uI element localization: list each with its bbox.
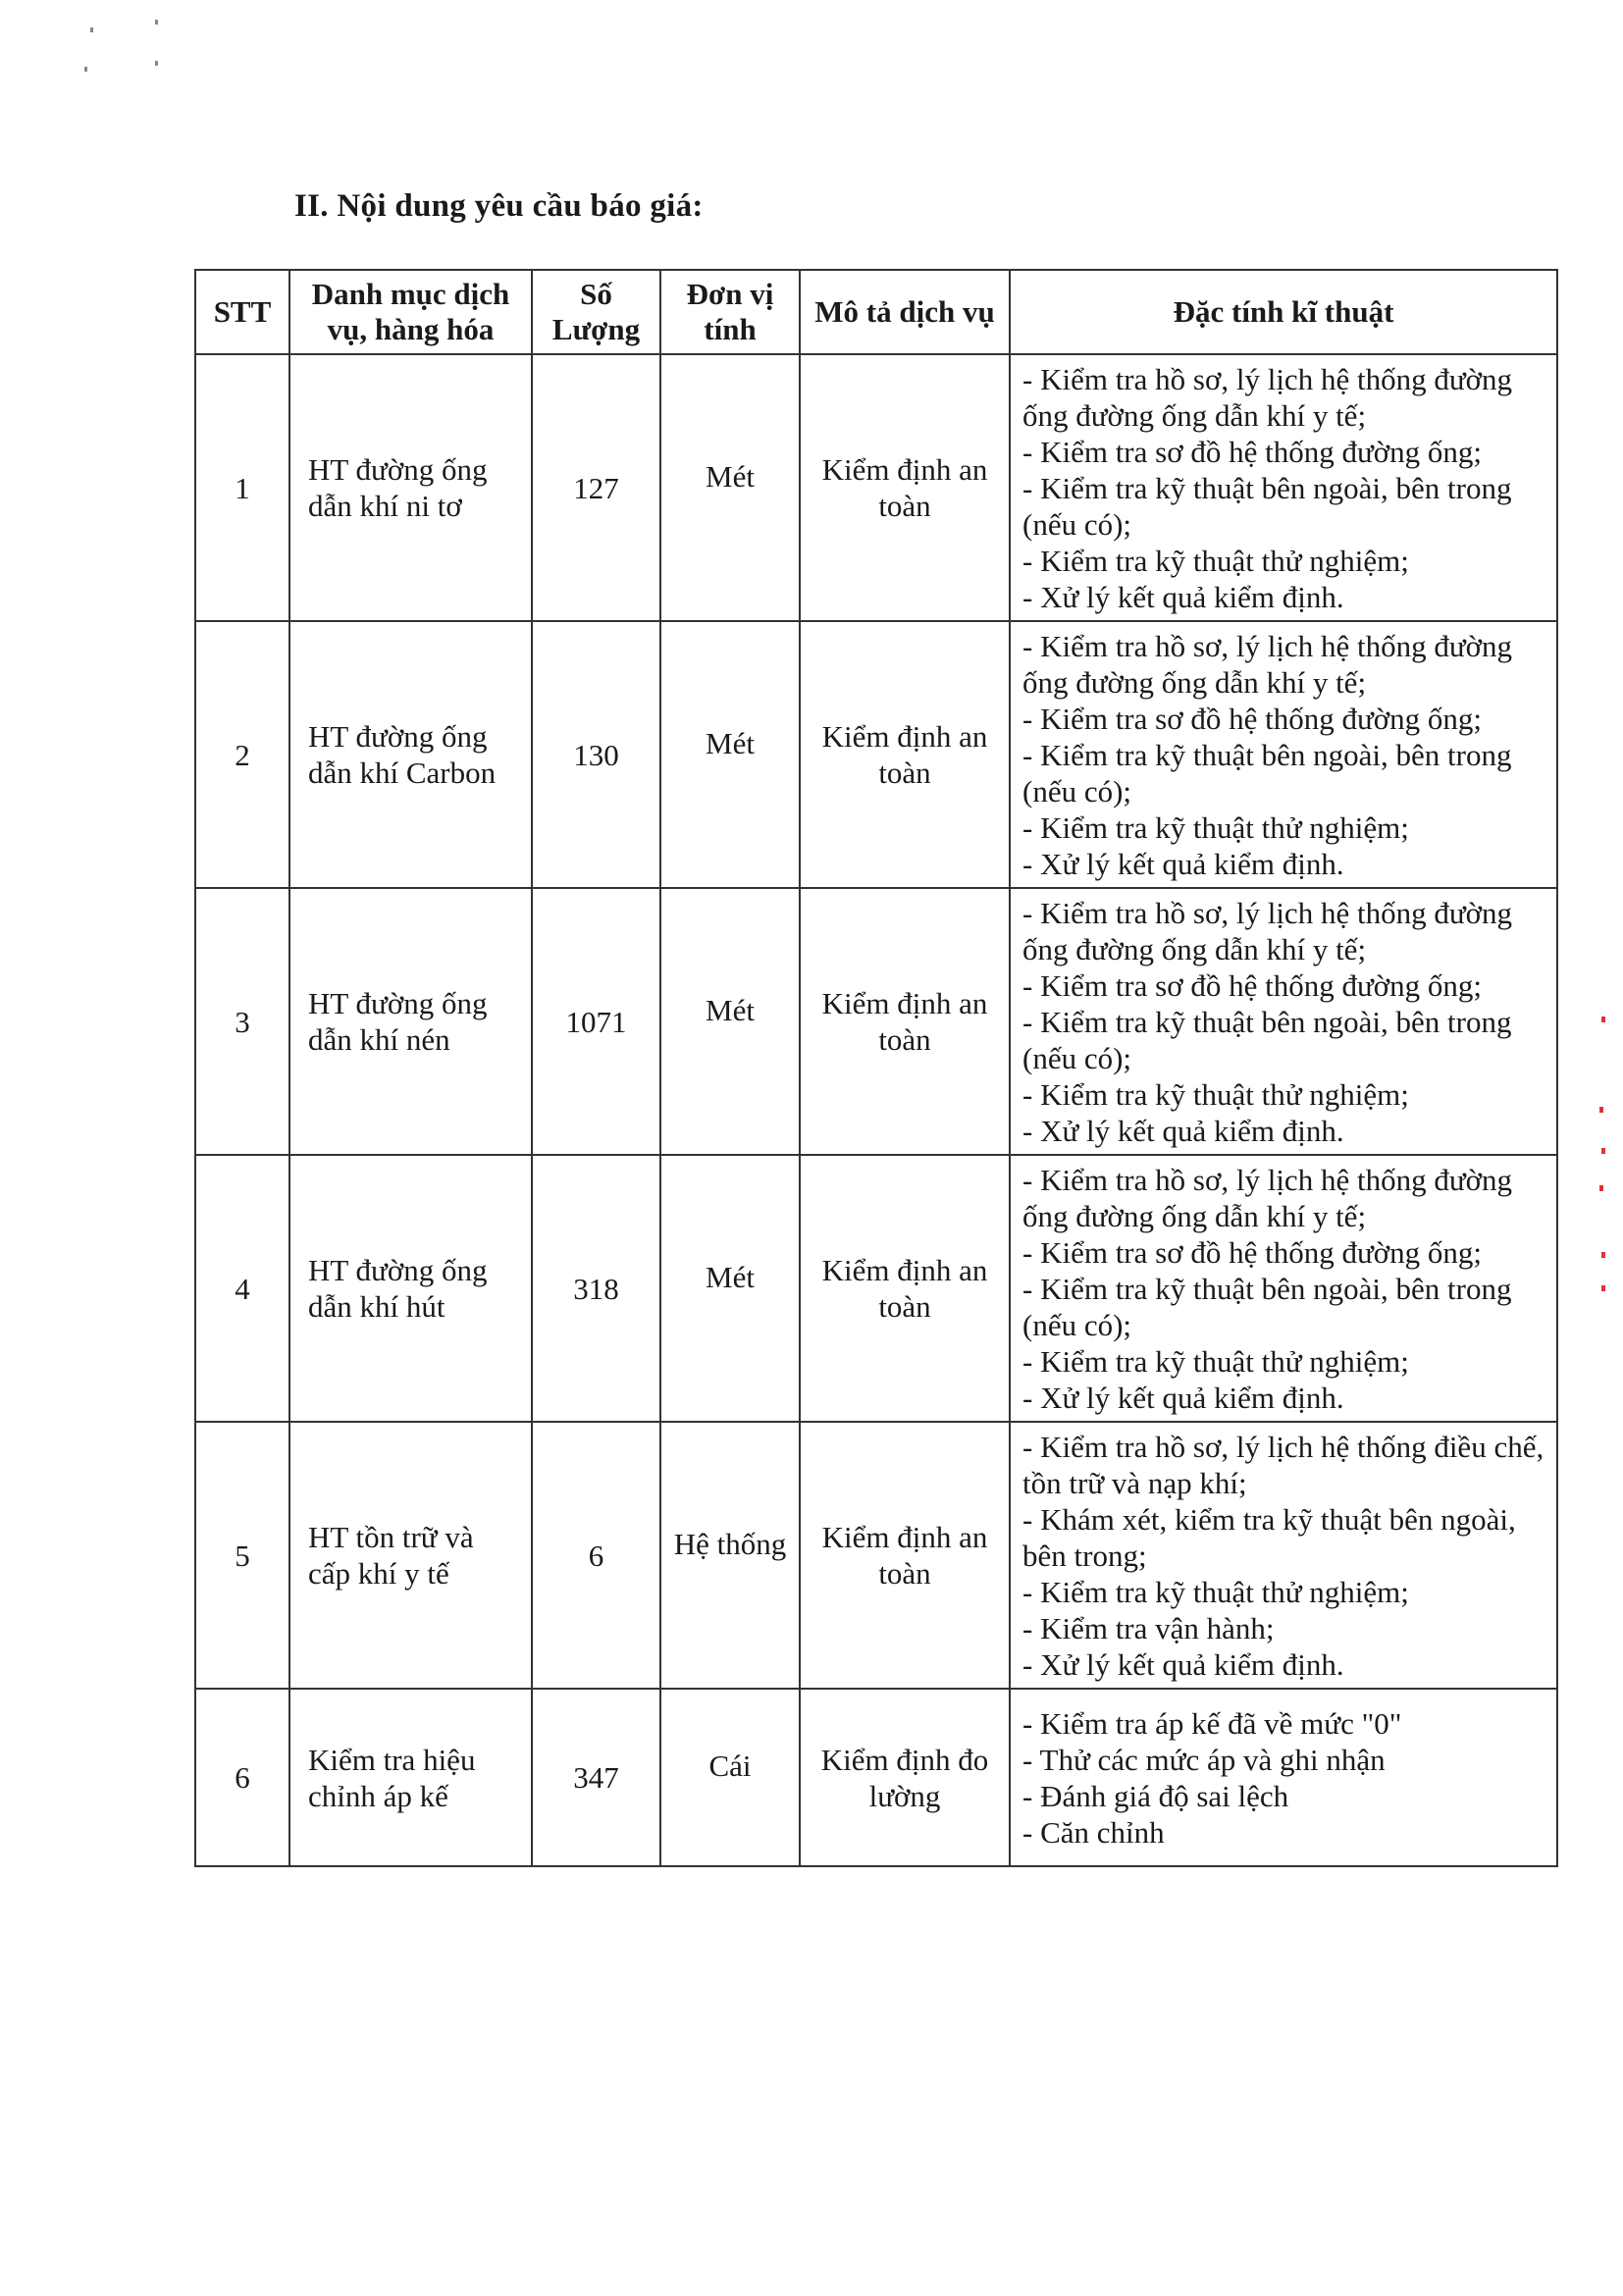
cell-name: HT đường ống dẫn khí hút — [289, 1155, 532, 1422]
scan-red-speck — [1599, 1107, 1603, 1113]
scan-red-speck — [1601, 1285, 1605, 1291]
spec-line: - Kiểm tra hồ sơ, lý lịch hệ thống đường ống đường ống dẫn khí y tế; — [1022, 628, 1513, 700]
scan-speck — [90, 27, 93, 32]
header-qty: Số Lượng — [532, 270, 660, 354]
scan-speck — [155, 61, 158, 66]
spec-line: - Kiểm tra kỹ thuật bên ngoài, bên trong (nếu có); — [1022, 737, 1512, 809]
cell-name: HT tồn trữ và cấp khí y tế — [289, 1422, 532, 1689]
table-row — [195, 888, 1557, 1155]
cell-unit — [660, 1422, 800, 1689]
section-title: II. Nội dung yêu cầu báo giá: — [294, 188, 704, 224]
scan-red-speck — [1601, 1148, 1605, 1154]
spec-line: - Kiểm tra vận hành; — [1022, 1610, 1275, 1645]
spec-line: - Kiểm tra hồ sơ, lý lịch hệ thống đường ống đường ống dẫn khí y tế; — [1022, 895, 1513, 966]
header-spec: Đặc tính kĩ thuật — [1010, 270, 1557, 354]
spec-line: - Kiểm tra kỹ thuật thử nghiệm; — [1022, 809, 1409, 845]
spec-line: - Kiểm tra áp kế đã về mức "0" — [1022, 1705, 1402, 1741]
cell-qty: 1071 — [532, 888, 660, 1155]
cell-stt: 5 — [195, 1422, 289, 1689]
cell-unit — [660, 888, 800, 1155]
cell-unit — [660, 621, 800, 888]
cell-spec — [1010, 1155, 1557, 1422]
cell-spec — [1010, 1689, 1557, 1866]
cell-qty: 318 — [532, 1155, 660, 1422]
spec-line: - Xử lý kết quả kiểm định. — [1022, 579, 1344, 614]
header-stt: STT — [195, 270, 289, 354]
table-row — [195, 1155, 1557, 1422]
quotation-table — [194, 269, 1558, 1867]
spec-line: - Thử các mức áp và ghi nhận — [1022, 1742, 1386, 1777]
cell-stt: 1 — [195, 354, 289, 621]
spec-line: - Kiểm tra sơ đồ hệ thống đường ống; — [1022, 1234, 1483, 1270]
spec-line: - Xử lý kết quả kiểm định. — [1022, 846, 1344, 881]
table-header-row — [195, 270, 1557, 354]
cell-unit — [660, 1689, 800, 1866]
cell-qty: 127 — [532, 354, 660, 621]
cell-desc: Kiểm định an toàn — [800, 621, 1010, 888]
spec-line: - Kiểm tra kỹ thuật thử nghiệm; — [1022, 1574, 1409, 1609]
spec-line: - Kiểm tra hồ sơ, lý lịch hệ thống điều chế, tồn trữ và nạp khí; — [1022, 1429, 1544, 1500]
spec-line: - Kiểm tra sơ đồ hệ thống đường ống; — [1022, 967, 1483, 1003]
cell-desc: Kiểm định an toàn — [800, 888, 1010, 1155]
cell-spec — [1010, 1422, 1557, 1689]
cell-stt: 2 — [195, 621, 289, 888]
scan-speck — [155, 20, 158, 25]
cell-unit — [660, 354, 800, 621]
cell-stt: 6 — [195, 1689, 289, 1866]
spec-line: - Đánh giá độ sai lệch — [1022, 1778, 1289, 1813]
header-name: Danh mục dịch vụ, hàng hóa — [289, 270, 532, 354]
cell-name: Kiểm tra hiệu chỉnh áp kế — [289, 1689, 532, 1866]
spec-line: - Xử lý kết quả kiểm định. — [1022, 1380, 1344, 1415]
cell-qty: 347 — [532, 1689, 660, 1866]
spec-line: - Kiểm tra kỹ thuật thử nghiệm; — [1022, 1076, 1409, 1112]
cell-desc: Kiểm định đo lường — [800, 1689, 1010, 1866]
cell-name: HT đường ống dẫn khí ni tơ — [289, 354, 532, 621]
cell-unit — [660, 1155, 800, 1422]
spec-line: - Kiểm tra kỹ thuật bên ngoài, bên trong (nếu có); — [1022, 1271, 1512, 1342]
unit-text: Mét — [706, 1259, 755, 1294]
unit-text: Mét — [706, 992, 755, 1027]
cell-stt: 3 — [195, 888, 289, 1155]
spec-line: - Kiểm tra sơ đồ hệ thống đường ống; — [1022, 434, 1483, 469]
cell-name: HT đường ống dẫn khí Carbon — [289, 621, 532, 888]
cell-desc: Kiểm định an toàn — [800, 354, 1010, 621]
scan-speck — [84, 67, 87, 72]
table-row — [195, 1689, 1557, 1866]
table-row — [195, 621, 1557, 888]
scan-red-speck — [1599, 1185, 1603, 1191]
unit-text: Mét — [706, 725, 755, 760]
cell-spec — [1010, 621, 1557, 888]
scan-red-speck — [1601, 1252, 1605, 1258]
unit-text: Hệ thống — [673, 1526, 787, 1561]
unit-text: Mét — [706, 458, 755, 494]
spec-line: - Kiểm tra sơ đồ hệ thống đường ống; — [1022, 701, 1483, 736]
cell-desc: Kiểm định an toàn — [800, 1422, 1010, 1689]
spec-line: - Kiểm tra kỹ thuật thử nghiệm; — [1022, 1343, 1409, 1379]
spec-line: - Kiểm tra hồ sơ, lý lịch hệ thống đường ống đường ống dẫn khí y tế; — [1022, 361, 1513, 433]
cell-spec — [1010, 354, 1557, 621]
header-desc: Mô tả dịch vụ — [800, 270, 1010, 354]
spec-line: - Kiểm tra kỹ thuật thử nghiệm; — [1022, 543, 1409, 578]
spec-line: - Kiểm tra hồ sơ, lý lịch hệ thống đường ống đường ống dẫn khí y tế; — [1022, 1162, 1513, 1233]
spec-line: - Kiểm tra kỹ thuật bên ngoài, bên trong (nếu có); — [1022, 470, 1512, 542]
spec-line: - Xử lý kết quả kiểm định. — [1022, 1113, 1344, 1148]
cell-qty: 6 — [532, 1422, 660, 1689]
cell-qty: 130 — [532, 621, 660, 888]
spec-line: - Căn chỉnh — [1022, 1814, 1165, 1850]
cell-desc: Kiểm định an toàn — [800, 1155, 1010, 1422]
scan-red-speck — [1601, 1017, 1605, 1022]
spec-line: - Kiểm tra kỹ thuật bên ngoài, bên trong (nếu có); — [1022, 1004, 1512, 1075]
cell-spec — [1010, 888, 1557, 1155]
cell-name: HT đường ống dẫn khí nén — [289, 888, 532, 1155]
spec-line: - Khám xét, kiểm tra kỹ thuật bên ngoài, bên trong; — [1022, 1501, 1516, 1573]
table-row — [195, 354, 1557, 621]
unit-text: Cái — [708, 1748, 752, 1783]
header-unit: Đơn vị tính — [660, 270, 800, 354]
spec-line: - Xử lý kết quả kiểm định. — [1022, 1646, 1344, 1682]
cell-stt: 4 — [195, 1155, 289, 1422]
table-row — [195, 1422, 1557, 1689]
